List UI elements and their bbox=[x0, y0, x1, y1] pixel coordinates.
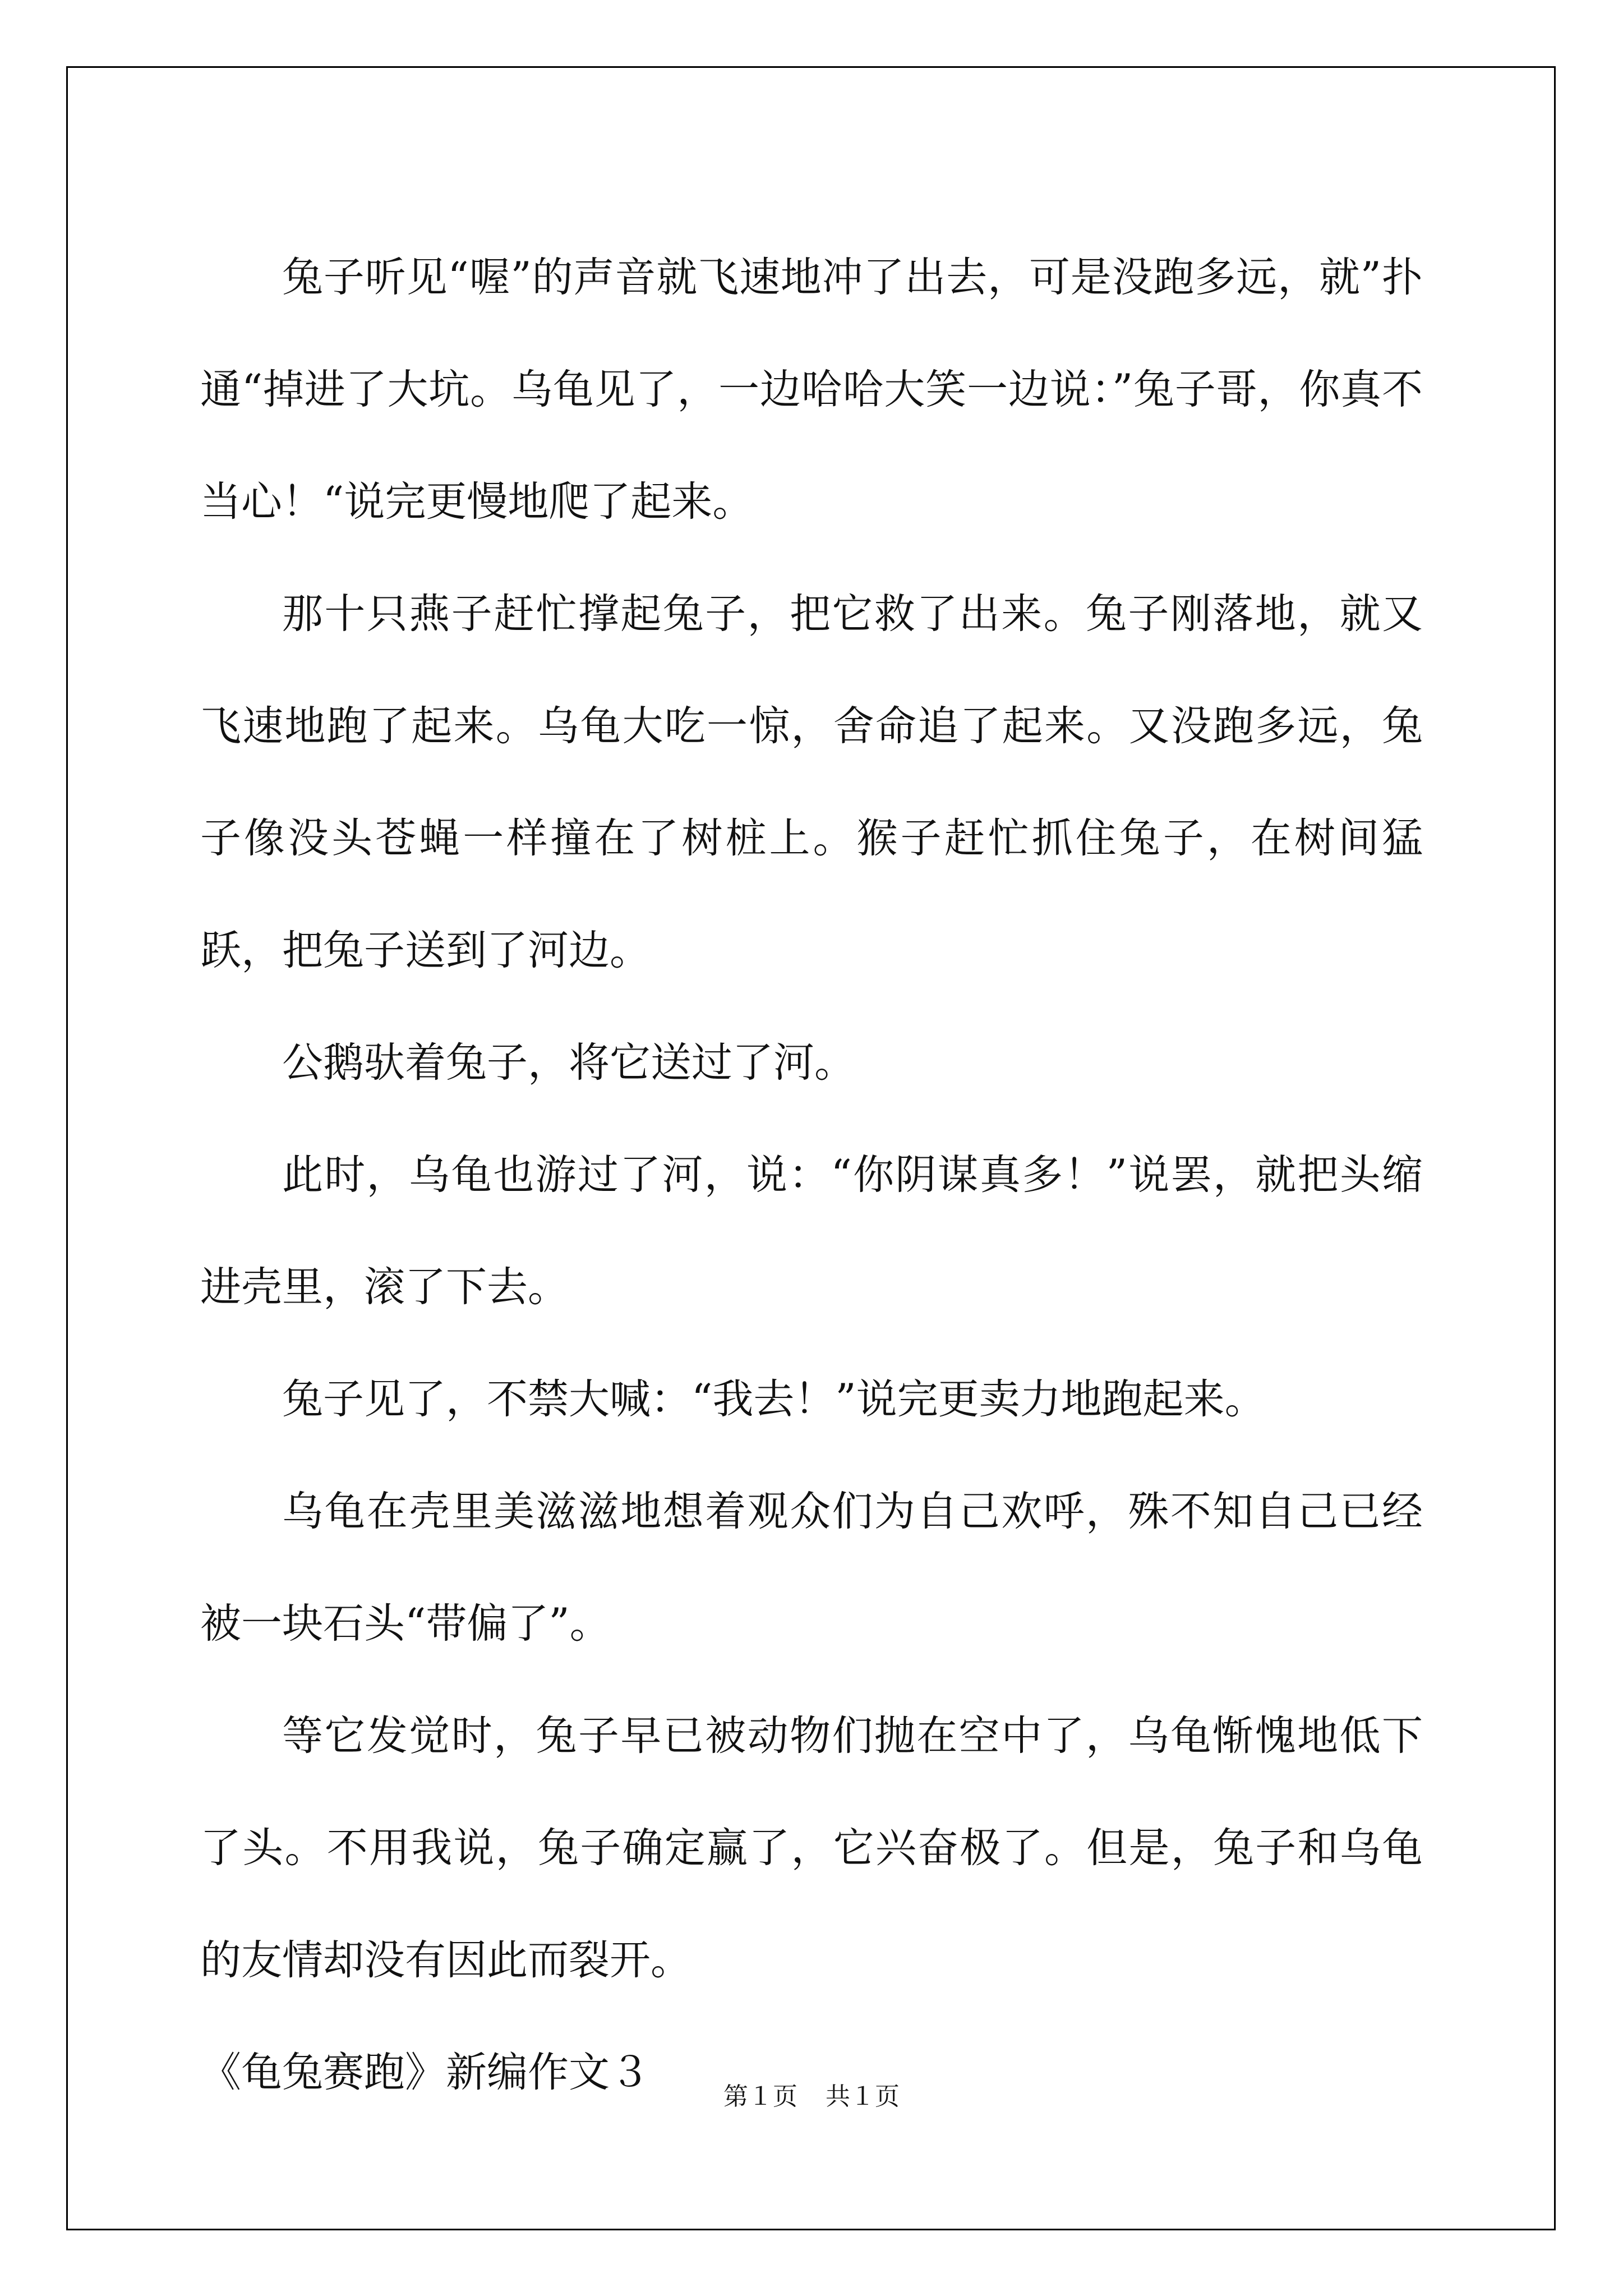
page-total: 共１页 bbox=[826, 2082, 900, 2111]
paragraph-6: 乌龟在壳里美滋滋地想着观众们为自己欢呼，殊不知自己已经被一块石头“带偏了”。 bbox=[200, 1488, 1423, 1648]
paragraph-3: 公鹅驮着兔子，将它送过了河。 bbox=[282, 1039, 855, 1087]
paragraph-1: 兔子听见“喔”的声音就飞速地冲了出去，可是没跑多远，就”扑通“掉进了大坑。乌龟见了，一边哈哈大笑一边说：”兔子哥，你真不当心！“说完更慢地爬了起来。 bbox=[200, 254, 1423, 526]
section-heading: 《龟兔赛跑》新编作文３ bbox=[200, 2049, 651, 2096]
paragraph-2: 那十只燕子赶忙撑起兔子，把它救了出来。兔子刚落地，就又飞速地跑了起来。乌龟大吃一惊，舍命追了起来。又没跑多远，兔子像没头苍蝇一样撞在了树桩上。猴子赶忙抓住兔子，在树间猛跃，把兔子送到了河边。 bbox=[200, 590, 1423, 974]
document-body bbox=[200, 222, 1423, 2129]
page-number: 第１页 bbox=[723, 2082, 797, 2111]
paragraph-7: 等它发觉时，兔子早已被动物们抛在空中了，乌龟惭愧地低下了头。不用我说，兔子确定赢了，它兴奋极了。但是，兔子和乌龟的友情却没有因此而裂开。 bbox=[200, 1712, 1423, 1984]
paragraph-4: 此时，乌龟也游过了河，说：“你阴谋真多！”说罢，就把头缩进壳里，滚了下去。 bbox=[200, 1151, 1423, 1311]
page-footer bbox=[0, 2080, 1623, 2114]
paragraph-5: 兔子见了，不禁大喊：“我去！”说完更卖力地跑起来。 bbox=[282, 1375, 1266, 1423]
